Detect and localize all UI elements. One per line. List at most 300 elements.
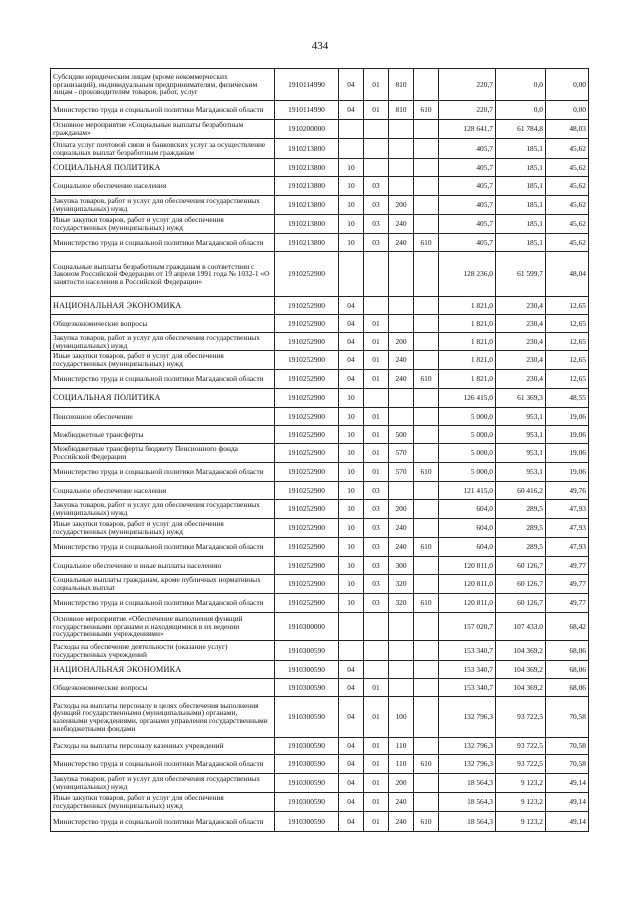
table-row xyxy=(51,793,589,812)
row-plan-cell: 405,7 xyxy=(439,139,496,159)
row-subsection-code-cell: 03 xyxy=(364,482,389,500)
row-expense-type-cell: 810 xyxy=(389,101,414,120)
row-code-cell: 1910252900 xyxy=(275,500,339,519)
row-fact-cell: 60 126,7 xyxy=(496,557,546,575)
row-subsection-code-cell: 01 xyxy=(364,408,389,426)
row-department-code-cell xyxy=(414,315,439,333)
row-name-cell: Министерство труда и социальной политики Магаданской области xyxy=(51,594,275,613)
table-row xyxy=(51,679,589,697)
row-percent-cell: 47,93 xyxy=(546,519,589,538)
table-row xyxy=(51,120,589,139)
row-name-cell: Закупка товаров, работ и услуг для обеспечения государственных (муниципальных) нужд xyxy=(51,774,275,793)
row-section-code-cell: 04 xyxy=(339,697,364,738)
row-name-cell: Субсидии юридическим лицам (кроме некоммерческих организаций), индивидуальным предпринимателям, физическим лицам - производителям товаров, работ, услуг xyxy=(51,69,275,101)
row-plan-cell: 132 796,3 xyxy=(439,738,496,755)
row-name-cell: Закупка товаров, работ и услуг для обеспечения государственных (муниципальных) нужд xyxy=(51,196,275,215)
table-row xyxy=(51,351,589,370)
row-percent-cell: 47,93 xyxy=(546,500,589,519)
row-percent-cell: 19,06 xyxy=(546,426,589,444)
row-name-cell: Министерство труда и социальной политики Магаданской области xyxy=(51,538,275,557)
row-expense-type-cell: 200 xyxy=(389,333,414,351)
row-subsection-code-cell: 01 xyxy=(364,697,389,738)
row-subsection-code-cell: 03 xyxy=(364,215,389,234)
row-percent-cell: 19,06 xyxy=(546,408,589,426)
row-department-code-cell: 610 xyxy=(414,538,439,557)
row-percent-cell: 49,14 xyxy=(546,812,589,832)
row-subsection-code-cell: 01 xyxy=(364,333,389,351)
row-section-code-cell xyxy=(339,641,364,661)
row-expense-type-cell: 240 xyxy=(389,793,414,812)
row-department-code-cell xyxy=(414,444,439,463)
row-name-cell: Социальные выплаты гражданам, кроме публичных нормативных социальных выплат xyxy=(51,575,275,594)
row-department-code-cell xyxy=(414,351,439,370)
table-row xyxy=(51,370,589,389)
row-name-cell: Министерство труда и социальной политики Магаданской области xyxy=(51,370,275,389)
row-percent-cell: 45,62 xyxy=(546,159,589,177)
row-percent-cell: 68,06 xyxy=(546,641,589,661)
row-code-cell: 1910300590 xyxy=(275,679,339,697)
row-subsection-code-cell: 03 xyxy=(364,196,389,215)
row-code-cell: 1910252900 xyxy=(275,426,339,444)
row-percent-cell: 48,03 xyxy=(546,120,589,139)
row-plan-cell: 1 821,0 xyxy=(439,370,496,389)
row-fact-cell: 9 123,2 xyxy=(496,774,546,793)
row-section-code-cell: 10 xyxy=(339,408,364,426)
row-department-code-cell xyxy=(414,697,439,738)
table-row xyxy=(51,444,589,463)
row-percent-cell: 45,62 xyxy=(546,177,589,196)
row-section-code-cell: 04 xyxy=(339,351,364,370)
row-plan-cell: 1 821,0 xyxy=(439,351,496,370)
row-department-code-cell xyxy=(414,408,439,426)
row-code-cell: 1910252900 xyxy=(275,370,339,389)
row-subsection-code-cell: 01 xyxy=(364,738,389,755)
row-fact-cell: 9 123,2 xyxy=(496,812,546,832)
row-name-cell: Основное мероприятие «Обеспечение выполнения функций государственными органами и находящимися в их ведении государственными учреждениями» xyxy=(51,613,275,641)
row-plan-cell: 220,7 xyxy=(439,69,496,101)
row-department-code-cell xyxy=(414,389,439,408)
row-expense-type-cell: 240 xyxy=(389,519,414,538)
row-section-code-cell: 10 xyxy=(339,557,364,575)
table-row xyxy=(51,101,589,120)
table-row xyxy=(51,196,589,215)
row-subsection-code-cell: 01 xyxy=(364,444,389,463)
row-expense-type-cell xyxy=(389,613,414,641)
row-plan-cell: 18 564,3 xyxy=(439,774,496,793)
table-row xyxy=(51,594,589,613)
row-plan-cell: 120 811,0 xyxy=(439,575,496,594)
row-plan-cell: 1 821,0 xyxy=(439,297,496,315)
row-department-code-cell xyxy=(414,333,439,351)
row-code-cell: 1910300590 xyxy=(275,812,339,832)
row-name-cell: Министерство труда и социальной политики Магаданской области xyxy=(51,101,275,120)
row-fact-cell: 0,0 xyxy=(496,101,546,120)
row-section-code-cell: 10 xyxy=(339,575,364,594)
row-expense-type-cell xyxy=(389,389,414,408)
row-fact-cell: 185,1 xyxy=(496,139,546,159)
row-name-cell: Иные закупки товаров, работ и услуг для обеспечения государственных (муниципальных) нужд xyxy=(51,215,275,234)
row-percent-cell: 48,55 xyxy=(546,389,589,408)
row-department-code-cell xyxy=(414,215,439,234)
row-code-cell: 1910252900 xyxy=(275,333,339,351)
row-plan-cell: 153 340,7 xyxy=(439,661,496,679)
row-section-code-cell: 10 xyxy=(339,196,364,215)
row-expense-type-cell: 200 xyxy=(389,196,414,215)
row-section-code-cell xyxy=(339,139,364,159)
row-percent-cell: 70,58 xyxy=(546,738,589,755)
row-subsection-code-cell: 01 xyxy=(364,679,389,697)
row-section-code-cell: 04 xyxy=(339,679,364,697)
row-department-code-cell xyxy=(414,774,439,793)
row-subsection-code-cell xyxy=(364,139,389,159)
row-section-code-cell: 10 xyxy=(339,389,364,408)
row-expense-type-cell xyxy=(389,408,414,426)
table-row xyxy=(51,408,589,426)
table-row xyxy=(51,234,589,252)
row-expense-type-cell xyxy=(389,661,414,679)
row-expense-type-cell xyxy=(389,679,414,697)
row-name-cell: Закупка товаров, работ и услуг для обеспечения государственных (муниципальных) нужд xyxy=(51,500,275,519)
row-expense-type-cell: 100 xyxy=(389,697,414,738)
row-subsection-code-cell: 01 xyxy=(364,755,389,774)
row-expense-type-cell: 240 xyxy=(389,370,414,389)
table-row xyxy=(51,557,589,575)
row-fact-cell: 60 416,2 xyxy=(496,482,546,500)
table-row xyxy=(51,697,589,738)
table-row xyxy=(51,738,589,755)
row-name-cell: Пенсионное обеспечение xyxy=(51,408,275,426)
row-percent-cell: 12,65 xyxy=(546,351,589,370)
table-row xyxy=(51,463,589,482)
row-subsection-code-cell: 01 xyxy=(364,370,389,389)
row-code-cell: 1910252900 xyxy=(275,389,339,408)
row-section-code-cell xyxy=(339,120,364,139)
row-code-cell: 1910252900 xyxy=(275,519,339,538)
row-plan-cell: 128 236,0 xyxy=(439,252,496,297)
row-code-cell: 1910252900 xyxy=(275,297,339,315)
row-code-cell: 1910300590 xyxy=(275,641,339,661)
row-expense-type-cell xyxy=(389,315,414,333)
row-percent-cell: 70,58 xyxy=(546,755,589,774)
row-plan-cell: 220,7 xyxy=(439,101,496,120)
row-fact-cell: 289,5 xyxy=(496,500,546,519)
row-code-cell: 1910252900 xyxy=(275,252,339,297)
row-section-code-cell: 10 xyxy=(339,177,364,196)
row-name-cell: СОЦИАЛЬНАЯ ПОЛИТИКА xyxy=(51,389,275,408)
row-subsection-code-cell: 03 xyxy=(364,177,389,196)
row-section-code-cell: 04 xyxy=(339,793,364,812)
row-subsection-code-cell: 03 xyxy=(364,557,389,575)
row-fact-cell: 9 123,2 xyxy=(496,793,546,812)
row-name-cell: Министерство труда и социальной политики Магаданской области xyxy=(51,463,275,482)
table-row xyxy=(51,482,589,500)
row-section-code-cell: 04 xyxy=(339,101,364,120)
row-percent-cell: 49,76 xyxy=(546,482,589,500)
table-row xyxy=(51,641,589,661)
row-subsection-code-cell: 03 xyxy=(364,234,389,252)
row-name-cell: СОЦИАЛЬНАЯ ПОЛИТИКА xyxy=(51,159,275,177)
row-fact-cell: 289,5 xyxy=(496,519,546,538)
row-department-code-cell xyxy=(414,661,439,679)
table-row xyxy=(51,538,589,557)
row-section-code-cell xyxy=(339,613,364,641)
row-section-code-cell: 04 xyxy=(339,315,364,333)
row-name-cell: НАЦИОНАЛЬНАЯ ЭКОНОМИКА xyxy=(51,661,275,679)
row-section-code-cell: 10 xyxy=(339,538,364,557)
row-percent-cell: 19,06 xyxy=(546,444,589,463)
row-expense-type-cell xyxy=(389,641,414,661)
row-fact-cell: 185,1 xyxy=(496,234,546,252)
row-percent-cell: 68,42 xyxy=(546,613,589,641)
row-department-code-cell xyxy=(414,738,439,755)
row-plan-cell: 604,0 xyxy=(439,519,496,538)
row-name-cell: Закупка товаров, работ и услуг для обеспечения государственных (муниципальных) нужд xyxy=(51,333,275,351)
row-department-code-cell xyxy=(414,252,439,297)
row-plan-cell: 405,7 xyxy=(439,196,496,215)
row-name-cell: Министерство труда и социальной политики Магаданской области xyxy=(51,812,275,832)
row-department-code-cell: 610 xyxy=(414,463,439,482)
row-fact-cell: 185,1 xyxy=(496,159,546,177)
row-fact-cell: 230,4 xyxy=(496,370,546,389)
row-code-cell: 1910300590 xyxy=(275,774,339,793)
row-department-code-cell xyxy=(414,557,439,575)
row-code-cell: 1910252900 xyxy=(275,408,339,426)
row-plan-cell: 5 000,0 xyxy=(439,463,496,482)
table-row xyxy=(51,333,589,351)
row-subsection-code-cell: 03 xyxy=(364,575,389,594)
row-expense-type-cell xyxy=(389,120,414,139)
row-name-cell: Межбюджетные трансферты xyxy=(51,426,275,444)
row-percent-cell: 0,00 xyxy=(546,69,589,101)
row-subsection-code-cell xyxy=(364,297,389,315)
row-department-code-cell: 610 xyxy=(414,755,439,774)
row-section-code-cell: 04 xyxy=(339,774,364,793)
row-section-code-cell: 10 xyxy=(339,482,364,500)
row-department-code-cell xyxy=(414,297,439,315)
row-code-cell: 1910252900 xyxy=(275,538,339,557)
row-name-cell: Основное мероприятие «Социальные выплаты безработным гражданам» xyxy=(51,120,275,139)
row-expense-type-cell: 500 xyxy=(389,426,414,444)
row-section-code-cell: 04 xyxy=(339,661,364,679)
row-subsection-code-cell: 03 xyxy=(364,594,389,613)
row-plan-cell: 5 000,0 xyxy=(439,408,496,426)
row-department-code-cell xyxy=(414,793,439,812)
row-fact-cell: 104 369,2 xyxy=(496,641,546,661)
table-row xyxy=(51,661,589,679)
row-percent-cell: 70,58 xyxy=(546,697,589,738)
row-fact-cell: 93 722,5 xyxy=(496,755,546,774)
table-row xyxy=(51,755,589,774)
row-section-code-cell: 10 xyxy=(339,234,364,252)
row-expense-type-cell xyxy=(389,252,414,297)
row-department-code-cell xyxy=(414,177,439,196)
table-row xyxy=(51,774,589,793)
row-name-cell: Иные закупки товаров, работ и услуг для обеспечения государственных (муниципальных) нужд xyxy=(51,519,275,538)
row-fact-cell: 953,1 xyxy=(496,408,546,426)
row-plan-cell: 604,0 xyxy=(439,538,496,557)
row-department-code-cell xyxy=(414,196,439,215)
row-fact-cell: 185,1 xyxy=(496,196,546,215)
row-percent-cell: 49,77 xyxy=(546,575,589,594)
row-fact-cell: 104 369,2 xyxy=(496,679,546,697)
row-fact-cell: 289,5 xyxy=(496,538,546,557)
row-percent-cell: 12,65 xyxy=(546,315,589,333)
row-subsection-code-cell: 01 xyxy=(364,774,389,793)
row-section-code-cell: 04 xyxy=(339,333,364,351)
row-expense-type-cell: 320 xyxy=(389,575,414,594)
row-fact-cell: 185,1 xyxy=(496,177,546,196)
row-plan-cell: 153 340,7 xyxy=(439,641,496,661)
row-section-code-cell: 10 xyxy=(339,215,364,234)
row-name-cell: Иные закупки товаров, работ и услуг для обеспечения государственных (муниципальных) нужд xyxy=(51,351,275,370)
row-plan-cell: 405,7 xyxy=(439,234,496,252)
row-percent-cell: 49,77 xyxy=(546,594,589,613)
row-name-cell: Расходы на выплаты персоналу казенных учреждений xyxy=(51,738,275,755)
row-section-code-cell: 04 xyxy=(339,738,364,755)
row-code-cell: 1910300590 xyxy=(275,755,339,774)
row-plan-cell: 120 811,0 xyxy=(439,594,496,613)
row-expense-type-cell: 240 xyxy=(389,351,414,370)
row-subsection-code-cell xyxy=(364,120,389,139)
row-department-code-cell xyxy=(414,679,439,697)
row-subsection-code-cell: 01 xyxy=(364,426,389,444)
row-name-cell: Расходы на выплаты персоналу в целях обеспечения выполнения функций государственными (муниципальными) органами, казенными учреждениями, органами управления государственными внебюджетными фондами xyxy=(51,697,275,738)
row-name-cell: Общеэкономические вопросы xyxy=(51,679,275,697)
row-department-code-cell: 610 xyxy=(414,234,439,252)
row-fact-cell: 104 369,2 xyxy=(496,661,546,679)
row-section-code-cell: 04 xyxy=(339,812,364,832)
row-plan-cell: 5 000,0 xyxy=(439,426,496,444)
row-expense-type-cell xyxy=(389,177,414,196)
row-fact-cell: 61 369,3 xyxy=(496,389,546,408)
row-code-cell: 1910252900 xyxy=(275,444,339,463)
row-subsection-code-cell: 01 xyxy=(364,463,389,482)
row-name-cell: Межбюджетные трансферты бюджету Пенсионного фонда Российской Федерации xyxy=(51,444,275,463)
table-row xyxy=(51,315,589,333)
row-code-cell: 1910200000 xyxy=(275,120,339,139)
row-fact-cell: 953,1 xyxy=(496,444,546,463)
row-code-cell: 1910213800 xyxy=(275,177,339,196)
row-subsection-code-cell xyxy=(364,613,389,641)
row-code-cell: 1910252900 xyxy=(275,315,339,333)
row-subsection-code-cell xyxy=(364,389,389,408)
table-row xyxy=(51,812,589,832)
row-name-cell: Социальное обеспечение и иные выплаты населению xyxy=(51,557,275,575)
row-code-cell: 1910252900 xyxy=(275,594,339,613)
row-expense-type-cell: 320 xyxy=(389,594,414,613)
row-percent-cell: 45,62 xyxy=(546,196,589,215)
row-percent-cell: 45,62 xyxy=(546,139,589,159)
row-subsection-code-cell: 01 xyxy=(364,812,389,832)
row-plan-cell: 153 340,7 xyxy=(439,679,496,697)
row-name-cell: НАЦИОНАЛЬНАЯ ЭКОНОМИКА xyxy=(51,297,275,315)
row-fact-cell: 93 722,5 xyxy=(496,697,546,738)
row-fact-cell: 93 722,5 xyxy=(496,738,546,755)
row-percent-cell: 19,06 xyxy=(546,463,589,482)
row-section-code-cell: 10 xyxy=(339,159,364,177)
row-plan-cell: 18 564,3 xyxy=(439,812,496,832)
row-subsection-code-cell xyxy=(364,252,389,297)
table-row xyxy=(51,139,589,159)
row-plan-cell: 126 415,0 xyxy=(439,389,496,408)
row-plan-cell: 128 641,7 xyxy=(439,120,496,139)
row-name-cell: Иные закупки товаров, работ и услуг для обеспечения государственных (муниципальных) нужд xyxy=(51,793,275,812)
row-plan-cell: 1 821,0 xyxy=(439,315,496,333)
row-plan-cell: 405,7 xyxy=(439,215,496,234)
row-subsection-code-cell: 01 xyxy=(364,315,389,333)
row-percent-cell: 45,62 xyxy=(546,215,589,234)
row-percent-cell: 47,93 xyxy=(546,538,589,557)
row-plan-cell: 405,7 xyxy=(439,159,496,177)
row-expense-type-cell: 240 xyxy=(389,538,414,557)
row-subsection-code-cell xyxy=(364,159,389,177)
row-expense-type-cell: 810 xyxy=(389,69,414,101)
table-row xyxy=(51,69,589,101)
page-number: 434 xyxy=(311,40,329,52)
row-code-cell: 1910252900 xyxy=(275,482,339,500)
row-name-cell: Социальные выплаты безработным гражданам в соответствии с Законом Российской Федерации от 19 апреля 1991 года № 1032-1 «О занятости населения в Российской Федерации» xyxy=(51,252,275,297)
row-fact-cell: 61 599,7 xyxy=(496,252,546,297)
row-department-code-cell xyxy=(414,69,439,101)
row-department-code-cell: 610 xyxy=(414,594,439,613)
row-fact-cell: 230,4 xyxy=(496,315,546,333)
row-fact-cell: 953,1 xyxy=(496,426,546,444)
row-section-code-cell: 04 xyxy=(339,69,364,101)
table-row xyxy=(51,297,589,315)
row-department-code-cell: 610 xyxy=(414,812,439,832)
row-code-cell: 1910300590 xyxy=(275,793,339,812)
table-row xyxy=(51,519,589,538)
row-section-code-cell: 10 xyxy=(339,594,364,613)
row-code-cell: 1910300590 xyxy=(275,661,339,679)
row-expense-type-cell xyxy=(389,139,414,159)
row-subsection-code-cell: 01 xyxy=(364,793,389,812)
row-department-code-cell xyxy=(414,426,439,444)
row-section-code-cell: 04 xyxy=(339,297,364,315)
row-plan-cell: 157 020,7 xyxy=(439,613,496,641)
row-plan-cell: 132 796,3 xyxy=(439,755,496,774)
row-name-cell: Министерство труда и социальной политики Магаданской области xyxy=(51,234,275,252)
row-expense-type-cell xyxy=(389,482,414,500)
row-fact-cell: 60 126,7 xyxy=(496,594,546,613)
row-fact-cell: 185,1 xyxy=(496,215,546,234)
row-department-code-cell xyxy=(414,575,439,594)
row-name-cell: Социальное обеспечение населения xyxy=(51,482,275,500)
row-plan-cell: 120 811,0 xyxy=(439,557,496,575)
row-code-cell: 1910213800 xyxy=(275,159,339,177)
row-expense-type-cell: 200 xyxy=(389,500,414,519)
row-expense-type-cell xyxy=(389,159,414,177)
row-section-code-cell: 04 xyxy=(339,370,364,389)
row-department-code-cell xyxy=(414,159,439,177)
row-plan-cell: 132 796,3 xyxy=(439,697,496,738)
row-fact-cell: 230,4 xyxy=(496,297,546,315)
row-expense-type-cell: 300 xyxy=(389,557,414,575)
row-fact-cell: 61 784,8 xyxy=(496,120,546,139)
row-expense-type-cell: 570 xyxy=(389,463,414,482)
row-plan-cell: 604,0 xyxy=(439,500,496,519)
row-section-code-cell xyxy=(339,252,364,297)
table-body xyxy=(51,69,589,832)
row-code-cell: 1910252900 xyxy=(275,557,339,575)
row-percent-cell: 45,62 xyxy=(546,234,589,252)
row-code-cell: 1910213800 xyxy=(275,196,339,215)
row-section-code-cell: 10 xyxy=(339,500,364,519)
row-code-cell: 1910114990 xyxy=(275,69,339,101)
table-row xyxy=(51,426,589,444)
table-row xyxy=(51,613,589,641)
budget-table xyxy=(50,68,589,832)
